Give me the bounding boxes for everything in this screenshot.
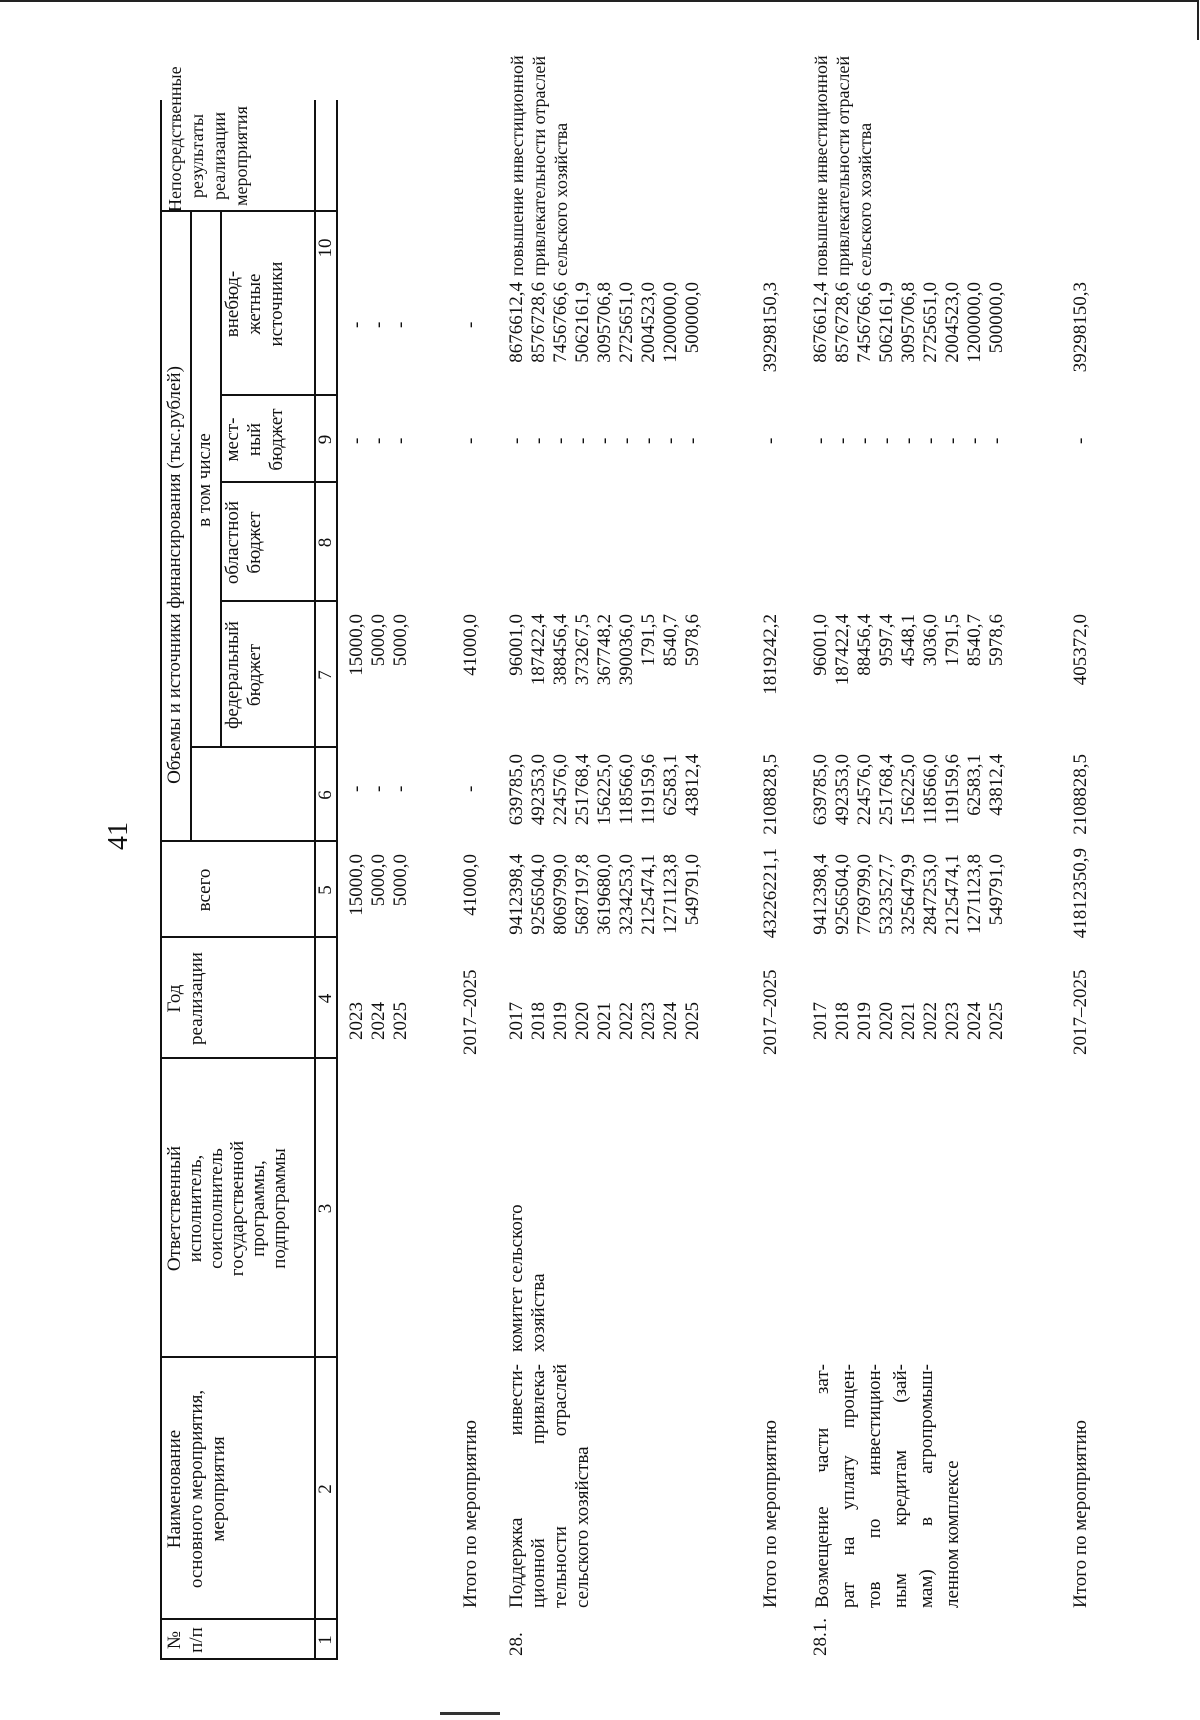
federal-cell: 43812,4 [986, 754, 1007, 816]
header-local: мест- ный бюджет [222, 408, 287, 471]
federal-cell: 492353,0 [832, 754, 853, 826]
result-line: сельского хозяйства [551, 122, 571, 276]
year-cell: 2017 [810, 1002, 831, 1040]
total-cell: 15000,0 [346, 854, 367, 916]
total-cell: 8069799,0 [550, 854, 571, 935]
year-cell: 2023 [942, 1002, 963, 1040]
offbudget-cell: 2725651,0 [616, 282, 637, 363]
scan-edge-mark [1197, 0, 1199, 40]
block281-subtotal-offbudget: 39298150,3 [1070, 282, 1091, 373]
result-line: привлекательности отраслей [529, 55, 549, 276]
total-cell: 9256504,0 [832, 854, 853, 935]
executor-line: хозяйства [528, 1273, 549, 1352]
block28-local [506, 438, 704, 444]
header-col-year: Год реализации [164, 952, 207, 1045]
regional-cell: 5978,6 [682, 614, 703, 667]
block0-subtotal-offbudget: - [460, 321, 481, 328]
regional-cell: 388456,4 [550, 614, 571, 686]
local-cell: - [682, 437, 703, 444]
block281-federal [810, 754, 1008, 852]
offbudget-cell: 500000,0 [986, 282, 1007, 354]
total-cell: 5000,0 [390, 854, 411, 907]
total-cell: 3234253,0 [616, 854, 637, 935]
total-cell: 5323527,7 [876, 854, 897, 935]
header-funding-title: Объемы и источники финансирования (тыс.рублей) [164, 366, 185, 784]
federal-cell: 62583,1 [660, 754, 681, 816]
total-cell: 3256479,9 [898, 854, 919, 935]
col-num-10: 10 [315, 238, 336, 258]
federal-cell: - [368, 785, 389, 792]
local-cell: - [810, 437, 831, 444]
year-cell: 2025 [390, 1002, 411, 1040]
total-cell: 9412398,4 [506, 854, 527, 935]
total-cell: 9256504,0 [528, 854, 549, 935]
block0-subtotal-local: - [460, 437, 481, 444]
col-num-6: 6 [315, 790, 336, 800]
local-cell: - [572, 437, 593, 444]
total-cell: 549791,0 [682, 854, 703, 926]
year-cell: 2022 [920, 1002, 941, 1040]
regional-cell: 1791,5 [942, 614, 963, 667]
scan-mark [440, 1712, 500, 1715]
regional-cell: 5000,0 [368, 614, 389, 667]
name-line: тельности отраслей [550, 1364, 571, 1608]
local-cell: - [390, 437, 411, 444]
local-cell: - [854, 437, 875, 444]
block28-total [506, 854, 704, 954]
federal-cell: - [390, 785, 411, 792]
block0-subtotal-period: 2017–2025 [460, 969, 481, 1055]
federal-cell: 639785,0 [506, 754, 527, 826]
local-cell: - [638, 437, 659, 444]
block281-name [810, 1364, 966, 1608]
local-cell: - [942, 437, 963, 444]
federal-cell: 119159,6 [638, 754, 659, 825]
name-line: ным кредитам (зай- [890, 1364, 911, 1608]
year-cell: 2024 [964, 1002, 985, 1040]
federal-cell: 43812,4 [682, 754, 703, 816]
year-cell: 2021 [898, 1002, 919, 1040]
block281-regional [810, 614, 1008, 714]
header-col-executor: Ответственный исполнитель, соисполнитель государственной программы, подпрограммы [164, 1140, 290, 1277]
col-num-4: 4 [315, 993, 336, 1004]
col-num-1: 1 [315, 1635, 336, 1645]
block28-name [506, 1364, 594, 1608]
block0-regional [346, 614, 412, 714]
block0-subtotal-regional: 41000,0 [460, 614, 481, 676]
block0-subtotal-label: Итого по мероприятию [460, 1420, 481, 1608]
offbudget-cell: 2004523,0 [638, 282, 659, 363]
header-col-number: № п/п [164, 1627, 207, 1653]
col-sep-5 [160, 841, 336, 843]
scan-edge-line [0, 0, 1198, 2]
header-total: всего [194, 868, 215, 912]
regional-cell: 96001,0 [810, 614, 831, 676]
block281-offbudget [810, 282, 1008, 398]
regional-cell: 4548,1 [898, 614, 919, 667]
block0-total [346, 854, 412, 954]
local-cell: - [920, 437, 941, 444]
offbudget-cell: 2725651,0 [920, 282, 941, 363]
federal-cell: - [346, 785, 367, 792]
federal-cell: 492353,0 [528, 754, 549, 826]
block28-offbudget [506, 282, 704, 398]
offbudget-cell: 5062161,9 [572, 282, 593, 363]
block281-subtotal-label: Итого по мероприятию [1070, 1420, 1091, 1608]
federal-cell: 156225,0 [594, 754, 615, 826]
local-cell: - [898, 437, 919, 444]
year-cell: 2020 [876, 1002, 897, 1040]
offbudget-cell: 1200000,0 [660, 282, 681, 363]
offbudget-cell: 3095706,8 [898, 282, 919, 363]
local-cell: - [594, 437, 615, 444]
local-cell: - [832, 437, 853, 444]
offbudget-cell: 7456766,6 [550, 282, 571, 363]
block28-executor [506, 1066, 550, 1352]
offbudget-cell: 8676612,4 [810, 282, 831, 363]
block281-number: 28.1. [810, 1618, 831, 1656]
block0-subtotal-total: 41000,0 [460, 854, 481, 916]
local-cell: - [986, 437, 1007, 444]
name-line: сельского хозяйства [572, 1446, 593, 1608]
local-cell: - [550, 437, 571, 444]
regional-cell: 8540,7 [660, 614, 681, 667]
name-line: рат на уплату процен- [838, 1364, 859, 1608]
page-number: 41 [103, 822, 134, 850]
col-num-2: 2 [315, 1484, 336, 1494]
local-cell: - [506, 437, 527, 444]
header-in-that-number: в том числе [194, 433, 215, 527]
offbudget-cell: 8576728,6 [528, 282, 549, 363]
local-cell: - [368, 437, 389, 444]
result-line: повышение инвестиционной [811, 55, 831, 276]
total-cell: 2847253,0 [920, 854, 941, 935]
header-federal: федеральный бюджет [222, 621, 265, 729]
col-num-8: 8 [315, 537, 336, 548]
col-num-7: 7 [315, 670, 336, 680]
col-num-5: 5 [315, 885, 336, 895]
block0-subtotal-federal: - [460, 785, 481, 792]
regional-cell: 88456,4 [854, 614, 875, 676]
year-cell: 2025 [682, 1002, 703, 1040]
offbudget-cell: - [368, 321, 389, 328]
year-cell: 2017 [506, 1002, 527, 1040]
block28-subtotal-local: - [760, 437, 781, 444]
federal-cell: 224576,0 [550, 754, 571, 826]
regional-cell: 367748,2 [594, 614, 615, 686]
name-line: ционной привлека- [528, 1364, 549, 1608]
local-cell: - [876, 437, 897, 444]
block28-subtotal-offbudget: 39298150,3 [760, 282, 781, 373]
local-cell: - [964, 437, 985, 444]
offbudget-cell: 8676612,4 [506, 282, 527, 363]
federal-cell: 62583,1 [964, 754, 985, 816]
regional-cell: 15000,0 [346, 614, 367, 676]
offbudget-cell: - [390, 321, 411, 328]
block281-subtotal-period: 2017–2025 [1070, 969, 1091, 1055]
block28-number: 28. [506, 1632, 527, 1656]
regional-cell: 187422,4 [528, 614, 549, 686]
offbudget-cell: 7456766,6 [854, 282, 875, 363]
block0-local [346, 438, 412, 444]
year-cell: 2020 [572, 1002, 593, 1040]
year-cell: 2019 [854, 1002, 875, 1040]
offbudget-cell: 2004523,0 [942, 282, 963, 363]
result-line: привлекательности отраслей [833, 55, 853, 276]
block0-federal [346, 786, 412, 792]
block28-federal [506, 754, 704, 852]
result-line: повышение инвестиционной [507, 55, 527, 276]
federal-cell: 119159,6 [942, 754, 963, 825]
year-cell: 2024 [660, 1002, 681, 1040]
block281-local [810, 438, 1008, 444]
offbudget-cell: 500000,0 [682, 282, 703, 354]
offbudget-cell: 8576728,6 [832, 282, 853, 363]
header-regional: областной бюджет [222, 500, 265, 585]
executor-line: комитет сельского [506, 1204, 527, 1352]
federal-cell: 251768,4 [572, 754, 593, 826]
name-line: Поддержка инвести- [506, 1364, 527, 1608]
regional-cell: 5000,0 [390, 614, 411, 667]
regional-cell: 1791,5 [638, 614, 659, 667]
block0-years [346, 1002, 412, 1040]
federal-cell: 224576,0 [854, 754, 875, 826]
name-line: ленном комплексе [942, 1460, 963, 1608]
header-offbudget: внебюд- жетные источники [222, 261, 287, 347]
offbudget-cell: 3095706,8 [594, 282, 615, 363]
regional-cell: 8540,7 [964, 614, 985, 667]
col-num-9: 9 [315, 434, 336, 445]
total-cell: 549791,0 [986, 854, 1007, 926]
total-cell: 1271123,8 [964, 854, 985, 935]
block281-results [810, 55, 876, 276]
total-cell: 5687197,8 [572, 854, 593, 935]
block281-subtotal-regional: 405372,0 [1070, 614, 1091, 686]
block28-subtotal-period: 2017–2025 [760, 969, 781, 1055]
table-top-border [160, 100, 162, 1660]
local-cell: - [528, 437, 549, 444]
name-line: мам) в агропромыш- [916, 1364, 937, 1608]
total-cell: 5000,0 [368, 854, 389, 907]
total-cell: 1271123,8 [660, 854, 681, 935]
regional-cell: 5978,6 [986, 614, 1007, 667]
block28-subtotal-label: Итого по мероприятию [760, 1420, 781, 1608]
federal-cell: 118566,0 [920, 754, 941, 825]
total-cell: 2125474,1 [942, 854, 963, 935]
offbudget-cell: - [346, 321, 367, 328]
total-cell: 9412398,4 [810, 854, 831, 935]
block28-subtotal-regional: 1819242,2 [760, 614, 781, 695]
offbudget-cell: 1200000,0 [964, 282, 985, 363]
result-line: сельского хозяйства [855, 122, 875, 276]
total-cell: 3619680,0 [594, 854, 615, 935]
rotated-table-page [160, 55, 1200, 1660]
regional-cell: 390036,0 [616, 614, 637, 686]
block281-subtotal-total: 41812350,9 [1070, 848, 1091, 939]
block281-subtotal-local: - [1070, 437, 1091, 444]
regional-cell: 96001,0 [506, 614, 527, 676]
federal-cell: 639785,0 [810, 754, 831, 826]
year-cell: 2025 [986, 1002, 1007, 1040]
regional-cell: 3036,0 [920, 614, 941, 667]
total-cell: 2125474,1 [638, 854, 659, 935]
year-cell: 2024 [368, 1002, 389, 1040]
name-line: тов по инвестицион- [864, 1364, 885, 1608]
col-num-3: 3 [315, 1203, 336, 1214]
name-line: Возмещение части зат- [812, 1364, 833, 1608]
year-cell: 2023 [346, 1002, 367, 1040]
regional-cell: 373267,5 [572, 614, 593, 686]
block281-total [810, 854, 1008, 954]
header-col-results: Непосредственные результаты реализации мероприятия [165, 66, 251, 212]
local-cell: - [346, 437, 367, 444]
block28-regional [506, 614, 704, 714]
block281-subtotal-federal: 2108828,5 [1070, 754, 1091, 835]
federal-cell: 156225,0 [898, 754, 919, 826]
local-cell: - [616, 437, 637, 444]
regional-cell: 9597,4 [876, 614, 897, 667]
total-cell: 7769799,0 [854, 854, 875, 935]
header-col-name: Наименование основного мероприятия, мероприятия [164, 1389, 229, 1589]
local-cell: - [660, 437, 681, 444]
block28-subtotal-federal: 2108828,5 [760, 754, 781, 835]
year-cell: 2021 [594, 1002, 615, 1040]
block28-years [506, 1002, 704, 1040]
year-cell: 2018 [832, 1002, 853, 1040]
block281-years [810, 1002, 1008, 1040]
block0-offbudget [346, 322, 412, 328]
year-cell: 2018 [528, 1002, 549, 1040]
year-cell: 2023 [638, 1002, 659, 1040]
block28-subtotal-total: 43226221,1 [760, 848, 781, 939]
federal-cell: 251768,4 [876, 754, 897, 826]
year-cell: 2022 [616, 1002, 637, 1040]
year-cell: 2019 [550, 1002, 571, 1040]
offbudget-cell: 5062161,9 [876, 282, 897, 363]
regional-cell: 187422,4 [832, 614, 853, 686]
block28-results [506, 55, 572, 276]
federal-cell: 118566,0 [616, 754, 637, 825]
